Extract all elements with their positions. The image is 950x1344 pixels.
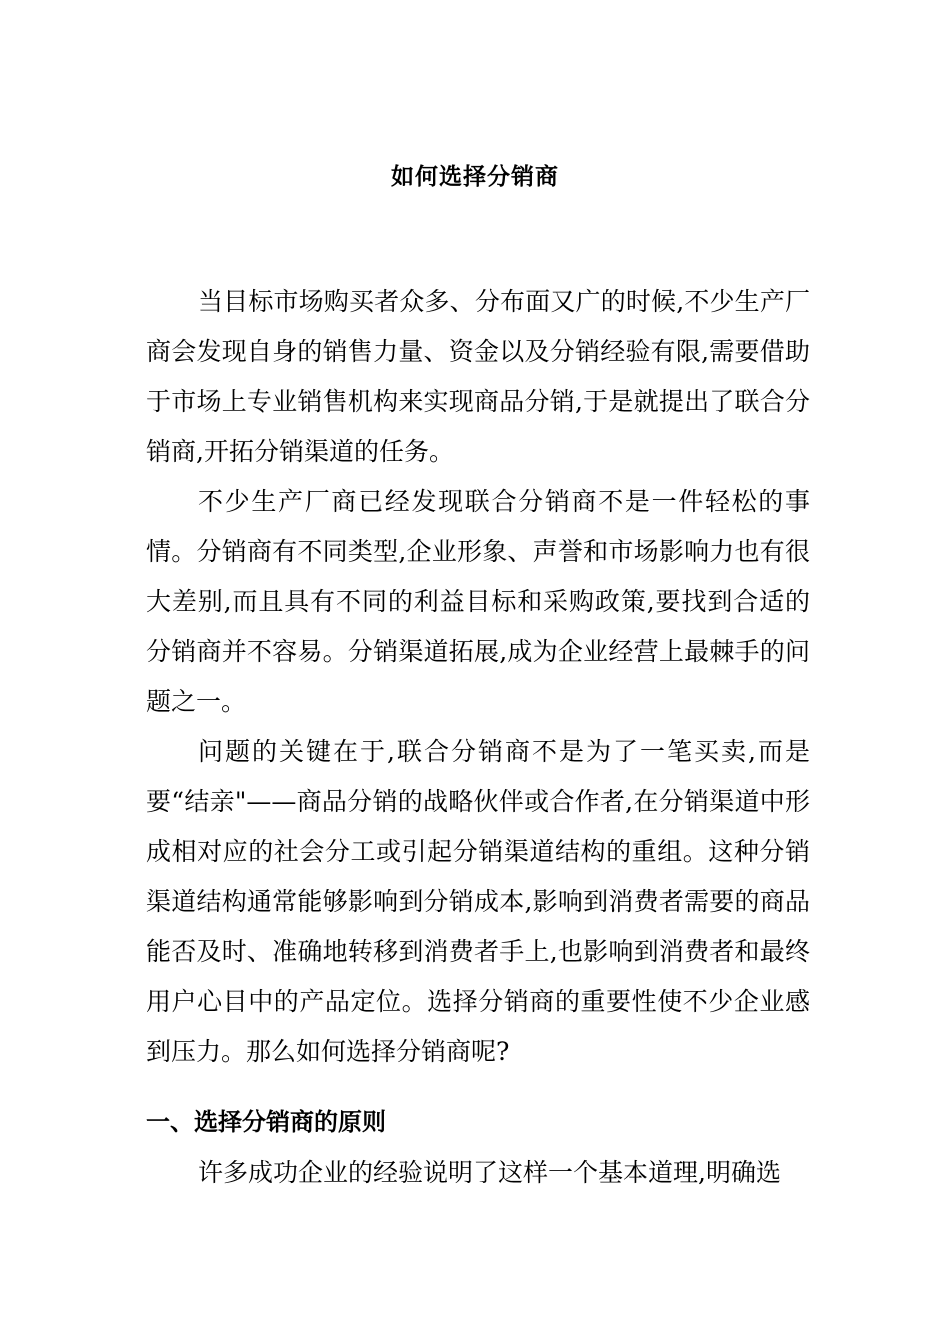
paragraph-2: 不少生产厂商已经发现联合分销商不是一件轻松的事情。分销商有不同类型,企业形象、声誉和市场影响力也有很大差别,而且具有不同的利益目标和采购政策,要找到合适的分销商并不容易。分销渠道拓展,成为企业经营上最棘手的问题之一。: [146, 487, 810, 716]
section-paragraph: 许多成功企业的经验说明了这样一个基本道理,明确选: [198, 1158, 781, 1187]
document-body: [146, 277, 810, 1077]
document-title: 如何选择分销商: [391, 163, 559, 190]
paragraph-1: 当目标市场购买者众多、分布面又广的时候,不少生产厂商会发现自身的销售力量、资金以及分销经验有限,需要借助于市场上专业销售机构来实现商品分销,于是就提出了联合分销商,开拓分销渠道的任务。: [146, 287, 810, 466]
section-heading: 一、选择分销商的原则: [146, 1107, 386, 1136]
paragraph-3: 问题的关键在于,联合分销商不是为了一笔买卖,而是要“结亲"——商品分销的战略伙伴或合作者,在分销渠道中形成相对应的社会分工或引起分销渠道结构的重组。这种分销渠道结构通常能够影响到分销成本,影响到消费者需要的商品能否及时、准确地转移到消费者手上,也影响到消费者和最终用户心目中的产品定位。选择分销商的重要性使不少企业感到压力。那么如何选择分销商呢?: [146, 737, 810, 1066]
